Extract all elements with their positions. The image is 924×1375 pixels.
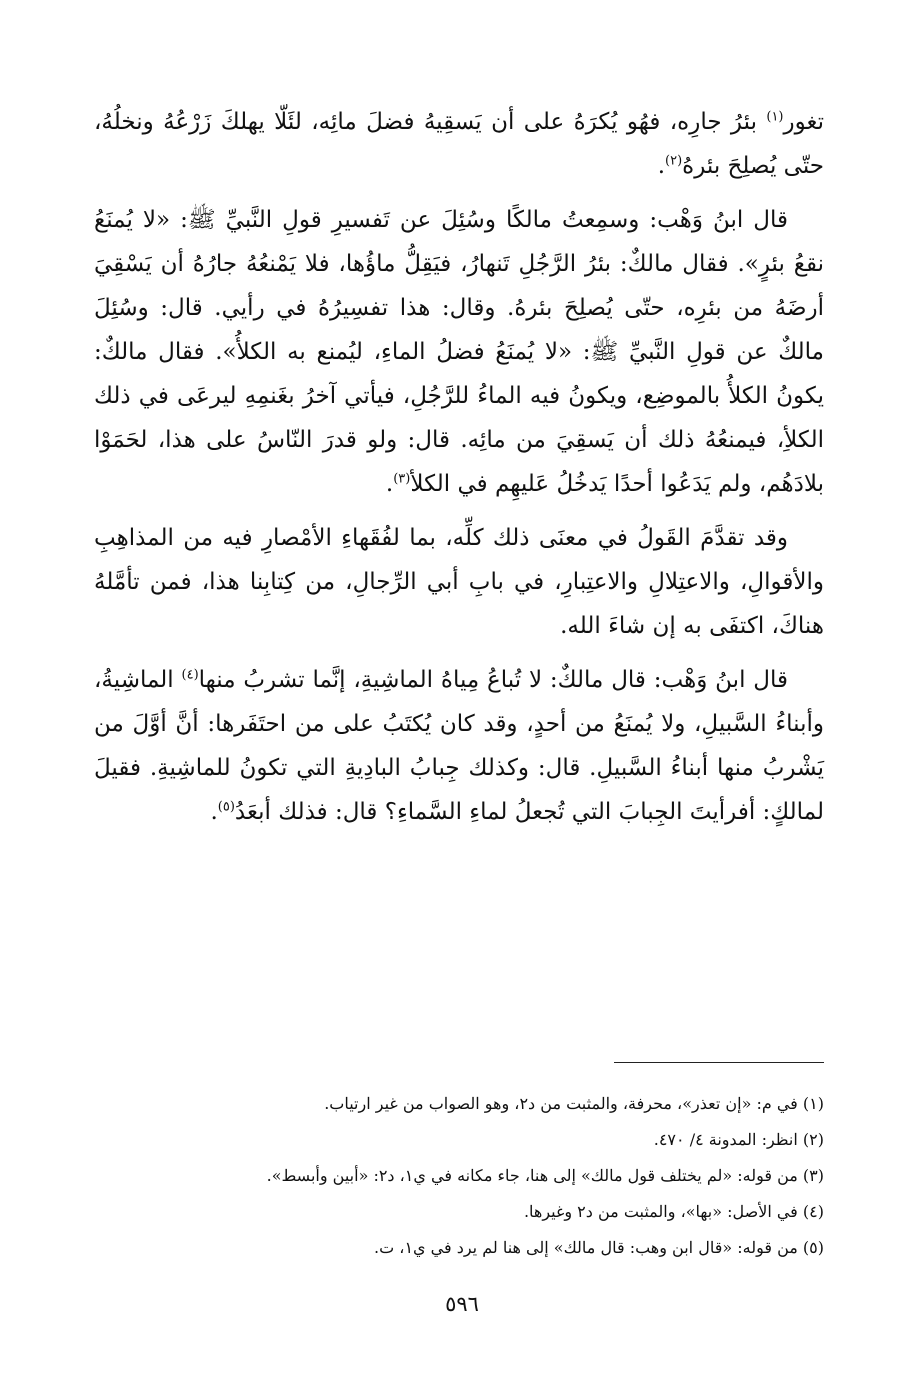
footnote-2: (٢) انظر: المدونة ٤/ ٤٧٠. (653, 1130, 824, 1149)
footnote-ref-4[interactable]: (٤) (181, 667, 199, 683)
footnote-divider (614, 1062, 824, 1063)
footnote-4: (٤) في الأصل: «بها»، والمثبت من د٢ وغيرها. (523, 1202, 824, 1221)
footnote-5: (٥) من قوله: «قال ابن وهب: قال مالك» إلى هنا لم يرد في ي١، ت. (374, 1238, 824, 1257)
footnote-ref-3[interactable]: (٣) (393, 471, 411, 487)
paragraph-3 (94, 516, 824, 648)
footnote-3: (٣) من قوله: «لم يختلف قول مالك» إلى هنا، جاء مكانه في ي١، د٢: «أبين وأبسط». (266, 1166, 824, 1185)
p1-text-b: بئرُ جارِه، فهُو يُكرَهُ على أن يَسقِيهُ فضلَ مائِه، لئَلّا يهلكَ زَرْعُهُ ونخلُهُ، حتّى يُصلِحَ بئرهُ (94, 109, 824, 179)
paragraph-4 (94, 658, 824, 834)
footnotes-section (94, 1086, 824, 1266)
paragraph-2 (94, 198, 824, 506)
paragraph-1 (94, 100, 824, 188)
p4-text-a: قال ابنُ وَهْب: قال مالكٌ: لا تُباعُ مِياهُ الماشِيةِ، إنَّما تشربُ منها (198, 667, 789, 693)
p4-text-b: الماشِيةُ، وأبناءُ السَّبيلِ، ولا يُمنَعُ من أحدٍ، وقد كان يُكتَبُ على من احتَفَرها: أنَّ أوَّلَ من يَشْربُ منها أبناءُ السَّبيلِ. قال: وكذلك جِبابُ البادِيةِ التي تكونُ للماشِيةِ. فقيلَ لمالكٍ: أفرأيتَ الجِبابَ التي تُجعلُ لماءِ السَّماءِ؟ قال: فذلك أبعَدُ (94, 667, 824, 825)
p4-end: . (210, 799, 218, 825)
footnote-ref-5[interactable]: (٥) (217, 799, 235, 815)
page-number: ٥٩٦ (445, 1292, 479, 1316)
p1-end: . (657, 153, 666, 179)
footnote-ref-1[interactable]: (١) (766, 109, 784, 125)
p3-text: وقد تقدَّمَ القَولُ في معنَى ذلك كلِّه، بما لفُقَهاءِ الأمْصارِ فيه من المذاهِبِ والأقوالِ، والاعتِلالِ والاعتِبارِ، في بابِ أبي الرِّجالِ، من كِتابِنا هذا، فمن تأمَّلهُ هناكَ، اكتفَى به إن شاءَ الله. (94, 525, 824, 639)
p1-text-a: تغور (783, 109, 824, 135)
p2-end: . (385, 471, 394, 497)
footnote-1: (١) في م: «إن تعذر»، محرفة، والمثبت من د٢، وهو الصواب من غير ارتياب. (324, 1094, 824, 1113)
p2-text: قال ابنُ وَهْب: وسمِعتُ مالكًا وسُئِلَ عن تَفسيرِ قولِ النَّبيِّ ﷺ: «لا يُمنَعُ نقعُ بئرٍ». فقال مالكٌ: بئرُ الرَّجُلِ تَنهارُ، فيَقِلُّ ماؤُها، فلا يَمْنعُهُ جارُهُ أن يَسْقِيَ أرضَهُ من بئرِه، حتّى يُصلِحَ بئرهُ. وقال: هذا تفسِيرُهُ في رأيي. قال: وسُئِلَ مالكٌ عن قولِ النَّبيِّ ﷺ: «لا يُمنَعُ فضلُ الماءِ، ليُمنع به الكلأُ». فقال مالكٌ: يكونُ الكلأُ بالموضِع، ويكونُ فيه الماءُ للرَّجُلِ، فيأتي آخرُ بغَنمِهِ ليرعَى في ذلك الكلأِ، فيمنعُهُ ذلك أن يَسقِيَ من مائِه. قال: ولو قدرَ النّاسُ على هذا، لحَمَوْا بلادَهُم، ولم يَدَعُوا أحدًا يَدخُلُ عَليهِم في الكلأ (94, 207, 824, 497)
footnote-ref-2[interactable]: (٢) (665, 153, 683, 169)
main-text (94, 100, 824, 844)
